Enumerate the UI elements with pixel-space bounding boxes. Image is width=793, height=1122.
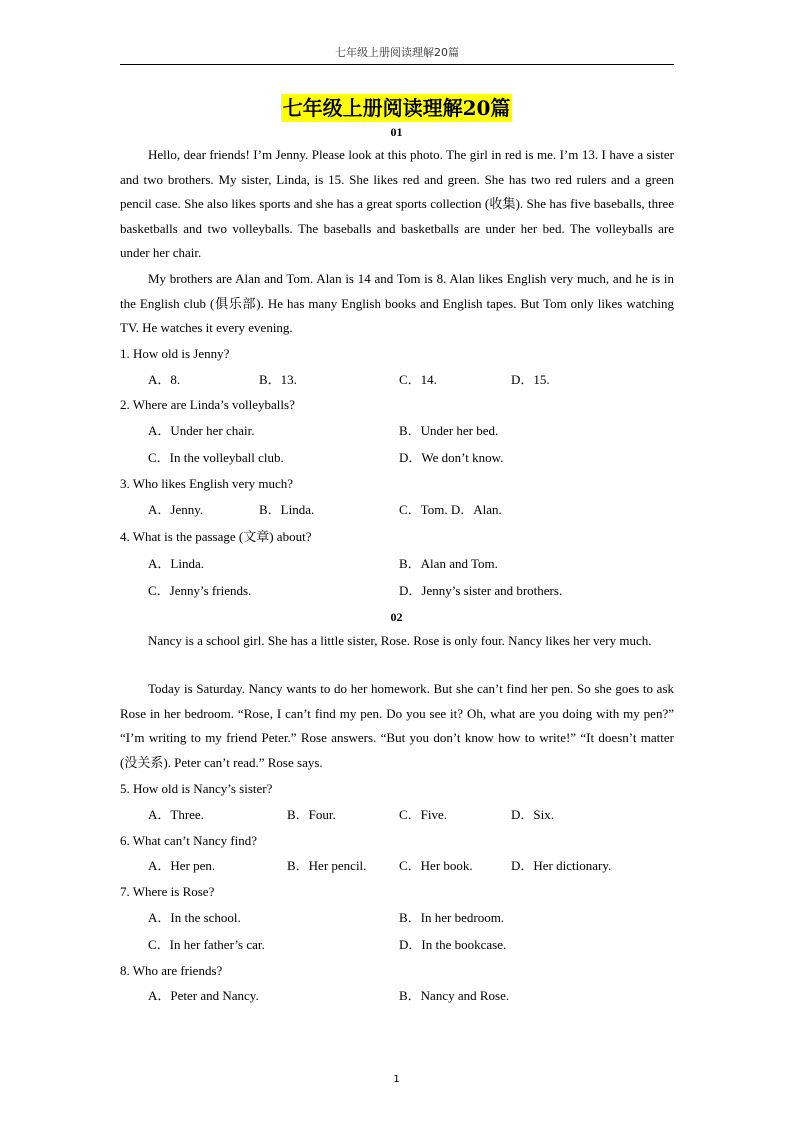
option-a: A．In the school. xyxy=(148,910,241,925)
header-rule xyxy=(120,64,674,65)
option-c: C．Five. xyxy=(399,807,448,822)
section-number: 01 xyxy=(390,125,403,139)
page-number: 1 xyxy=(393,1074,400,1085)
option-b: B．In her bedroom. xyxy=(399,910,505,925)
passage-paragraph: Nancy is a school girl. She has a little sister, Rose. Rose is only four. Nancy likes her very much. xyxy=(148,633,652,648)
option-b: B．Under her bed. xyxy=(399,423,499,438)
question: 4. What is the passage (文章) about? xyxy=(120,529,312,544)
option-a: A．Three. xyxy=(148,807,204,822)
question: 6. What can’t Nancy find? xyxy=(120,833,258,848)
option-a: A．8. xyxy=(148,372,181,387)
option-d: D．In the bookcase. xyxy=(399,937,507,952)
option-b: B．Linda. xyxy=(259,502,315,517)
option-b: B．Her pencil. xyxy=(287,858,367,873)
option-d: D．Six. xyxy=(511,807,554,822)
title-wrap xyxy=(0,94,793,122)
option-c: C．14. xyxy=(399,372,437,387)
page-title: 七年级上册阅读理解20篇 xyxy=(282,96,511,120)
question: 1. How old is Jenny? xyxy=(120,346,230,361)
passage-paragraph: Hello, dear friends! I’m Jenny. Please look at this photo. The girl in red is me. I’m 13. I have a sister and two brothers. My sister, Linda, is 15. She likes red and green. She has two red rulers and a green pencil case. She also likes sports and she has a great sports collection (收集). She has five baseballs, three basketballs and two volleyballs. The baseballs and basketballs are under her bed. The volleyballs are under her chair. xyxy=(120,147,674,261)
option-c: C．In the volleyball club. xyxy=(148,450,284,465)
option-a: A．Peter and Nancy. xyxy=(148,988,259,1003)
option-c: C．Her book. xyxy=(399,858,473,873)
question: 7. Where is Rose? xyxy=(120,884,215,899)
option-d: D．We don’t know. xyxy=(399,450,504,465)
option-c: C．Tom. D．Alan. xyxy=(399,502,502,517)
option-d: D．Her dictionary. xyxy=(511,858,612,873)
option-b: B．Alan and Tom. xyxy=(399,556,498,571)
option-b: B．Nancy and Rose. xyxy=(399,988,510,1003)
passage-paragraph: Today is Saturday. Nancy wants to do her homework. But she can’t find her pen. So she goes to ask Rose in her bedroom. “Rose, I can’t find my pen. Do you see it? Oh, what are you doing with my pen?” “I’m writing to my friend Peter.” Rose answers. “But you don’t know how to write!” “It doesn’t matter (没关系). Peter can’t read.” Rose says. xyxy=(120,681,674,770)
question: 3. Who likes English very much? xyxy=(120,476,294,491)
option-a: A．Under her chair. xyxy=(148,423,255,438)
section-number: 02 xyxy=(390,610,403,624)
option-c: C．In her father’s car. xyxy=(148,937,265,952)
question: 2. Where are Linda’s volleyballs? xyxy=(120,397,295,412)
option-b: B．13. xyxy=(259,372,297,387)
running-header: 七年级上册阅读理解20篇 xyxy=(335,46,459,59)
question: 8. Who are friends? xyxy=(120,963,223,978)
option-a: A．Her pen. xyxy=(148,858,216,873)
option-b: B．Four. xyxy=(287,807,336,822)
option-d: D．Jenny’s sister and brothers. xyxy=(399,583,563,598)
question: 5. How old is Nancy’s sister? xyxy=(120,781,273,796)
option-d: D．15. xyxy=(511,372,550,387)
option-a: A．Jenny. xyxy=(148,502,204,517)
passage-paragraph: My brothers are Alan and Tom. Alan is 14 and Tom is 8. Alan likes English very much, and he is in the English club (俱乐部). He has many English books and English tapes. But Tom only likes watching TV. He watches it every evening. xyxy=(120,271,674,336)
option-a: A．Linda. xyxy=(148,556,204,571)
option-c: C．Jenny’s friends. xyxy=(148,583,252,598)
